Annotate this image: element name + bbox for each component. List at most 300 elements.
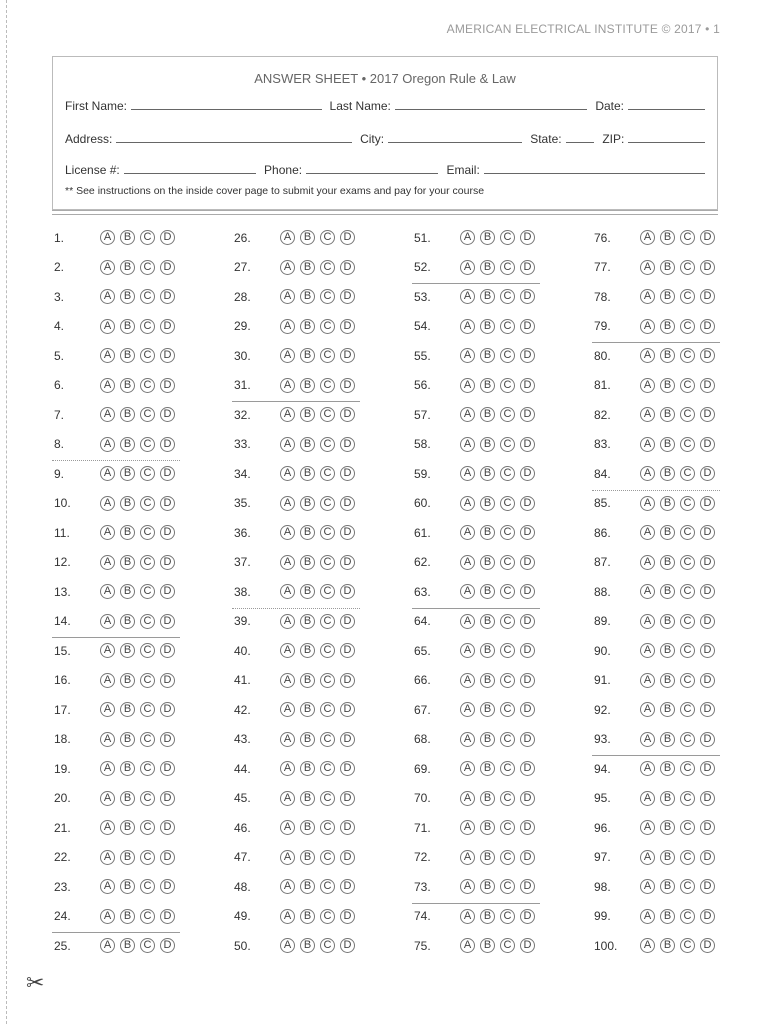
answer-bubble-a[interactable]: A xyxy=(640,938,655,953)
answer-bubble-a[interactable]: A xyxy=(460,614,475,629)
answer-bubble-a[interactable]: A xyxy=(460,407,475,422)
answer-bubble-c[interactable]: C xyxy=(680,938,695,953)
answer-bubble-c[interactable]: C xyxy=(320,643,335,658)
answer-bubble-d[interactable]: D xyxy=(520,466,535,481)
answer-bubble-b[interactable]: B xyxy=(120,378,135,393)
answer-bubble-a[interactable]: A xyxy=(640,260,655,275)
answer-bubble-c[interactable]: C xyxy=(140,879,155,894)
answer-bubble-c[interactable]: C xyxy=(680,348,695,363)
answer-bubble-b[interactable]: B xyxy=(660,348,675,363)
answer-bubble-c[interactable]: C xyxy=(680,466,695,481)
answer-bubble-d[interactable]: D xyxy=(160,909,175,924)
answer-bubble-c[interactable]: C xyxy=(500,289,515,304)
answer-bubble-a[interactable]: A xyxy=(100,643,115,658)
answer-bubble-b[interactable]: B xyxy=(300,348,315,363)
answer-bubble-d[interactable]: D xyxy=(700,909,715,924)
answer-bubble-a[interactable]: A xyxy=(100,614,115,629)
answer-bubble-d[interactable]: D xyxy=(340,496,355,511)
answer-bubble-d[interactable]: D xyxy=(520,496,535,511)
answer-bubble-b[interactable]: B xyxy=(480,348,495,363)
answer-bubble-a[interactable]: A xyxy=(280,879,295,894)
answer-bubble-a[interactable]: A xyxy=(280,466,295,481)
answer-bubble-b[interactable]: B xyxy=(480,407,495,422)
answer-bubble-c[interactable]: C xyxy=(140,732,155,747)
answer-bubble-d[interactable]: D xyxy=(700,437,715,452)
answer-bubble-a[interactable]: A xyxy=(460,643,475,658)
answer-bubble-c[interactable]: C xyxy=(140,584,155,599)
answer-bubble-a[interactable]: A xyxy=(100,702,115,717)
answer-bubble-d[interactable]: D xyxy=(340,260,355,275)
answer-bubble-a[interactable]: A xyxy=(460,702,475,717)
date-field[interactable] xyxy=(628,108,705,110)
answer-bubble-a[interactable]: A xyxy=(280,230,295,245)
answer-bubble-c[interactable]: C xyxy=(500,260,515,275)
answer-bubble-d[interactable]: D xyxy=(520,407,535,422)
answer-bubble-a[interactable]: A xyxy=(640,820,655,835)
answer-bubble-a[interactable]: A xyxy=(280,938,295,953)
answer-bubble-d[interactable]: D xyxy=(520,673,535,688)
answer-bubble-c[interactable]: C xyxy=(680,407,695,422)
answer-bubble-a[interactable]: A xyxy=(460,879,475,894)
answer-bubble-a[interactable]: A xyxy=(640,909,655,924)
answer-bubble-b[interactable]: B xyxy=(120,584,135,599)
answer-bubble-d[interactable]: D xyxy=(520,348,535,363)
answer-bubble-a[interactable]: A xyxy=(100,761,115,776)
answer-bubble-c[interactable]: C xyxy=(320,466,335,481)
answer-bubble-b[interactable]: B xyxy=(120,673,135,688)
answer-bubble-a[interactable]: A xyxy=(280,555,295,570)
answer-bubble-c[interactable]: C xyxy=(320,230,335,245)
answer-bubble-a[interactable]: A xyxy=(640,614,655,629)
answer-bubble-c[interactable]: C xyxy=(500,319,515,334)
answer-bubble-b[interactable]: B xyxy=(300,319,315,334)
answer-bubble-d[interactable]: D xyxy=(700,761,715,776)
answer-bubble-a[interactable]: A xyxy=(100,378,115,393)
answer-bubble-a[interactable]: A xyxy=(640,230,655,245)
answer-bubble-d[interactable]: D xyxy=(520,230,535,245)
answer-bubble-a[interactable]: A xyxy=(280,260,295,275)
answer-bubble-d[interactable]: D xyxy=(520,938,535,953)
answer-bubble-d[interactable]: D xyxy=(340,614,355,629)
answer-bubble-c[interactable]: C xyxy=(500,407,515,422)
answer-bubble-d[interactable]: D xyxy=(160,525,175,540)
answer-bubble-a[interactable]: A xyxy=(280,761,295,776)
answer-bubble-b[interactable]: B xyxy=(660,289,675,304)
answer-bubble-b[interactable]: B xyxy=(300,437,315,452)
answer-bubble-d[interactable]: D xyxy=(520,289,535,304)
answer-bubble-d[interactable]: D xyxy=(520,761,535,776)
answer-bubble-a[interactable]: A xyxy=(100,230,115,245)
answer-bubble-a[interactable]: A xyxy=(280,496,295,511)
answer-bubble-a[interactable]: A xyxy=(280,584,295,599)
answer-bubble-d[interactable]: D xyxy=(520,909,535,924)
state-field[interactable] xyxy=(566,141,595,143)
answer-bubble-b[interactable]: B xyxy=(120,643,135,658)
answer-bubble-b[interactable]: B xyxy=(120,407,135,422)
answer-bubble-a[interactable]: A xyxy=(280,319,295,334)
answer-bubble-d[interactable]: D xyxy=(520,437,535,452)
answer-bubble-d[interactable]: D xyxy=(160,289,175,304)
answer-bubble-a[interactable]: A xyxy=(640,555,655,570)
answer-bubble-c[interactable]: C xyxy=(140,260,155,275)
answer-bubble-b[interactable]: B xyxy=(120,761,135,776)
answer-bubble-c[interactable]: C xyxy=(320,791,335,806)
answer-bubble-b[interactable]: B xyxy=(660,525,675,540)
answer-bubble-b[interactable]: B xyxy=(660,555,675,570)
answer-bubble-c[interactable]: C xyxy=(320,496,335,511)
answer-bubble-d[interactable]: D xyxy=(700,614,715,629)
answer-bubble-a[interactable]: A xyxy=(100,584,115,599)
answer-bubble-c[interactable]: C xyxy=(320,584,335,599)
answer-bubble-a[interactable]: A xyxy=(460,938,475,953)
answer-bubble-a[interactable]: A xyxy=(640,348,655,363)
answer-bubble-d[interactable]: D xyxy=(160,702,175,717)
answer-bubble-d[interactable]: D xyxy=(340,230,355,245)
answer-bubble-d[interactable]: D xyxy=(340,466,355,481)
answer-bubble-a[interactable]: A xyxy=(460,289,475,304)
answer-bubble-b[interactable]: B xyxy=(300,938,315,953)
answer-bubble-b[interactable]: B xyxy=(660,850,675,865)
answer-bubble-b[interactable]: B xyxy=(120,230,135,245)
answer-bubble-b[interactable]: B xyxy=(480,466,495,481)
answer-bubble-d[interactable]: D xyxy=(160,230,175,245)
answer-bubble-c[interactable]: C xyxy=(320,702,335,717)
answer-bubble-b[interactable]: B xyxy=(120,466,135,481)
answer-bubble-c[interactable]: C xyxy=(680,820,695,835)
answer-bubble-c[interactable]: C xyxy=(140,673,155,688)
answer-bubble-d[interactable]: D xyxy=(340,879,355,894)
answer-bubble-b[interactable]: B xyxy=(660,732,675,747)
answer-bubble-c[interactable]: C xyxy=(680,673,695,688)
answer-bubble-b[interactable]: B xyxy=(300,909,315,924)
answer-bubble-d[interactable]: D xyxy=(340,584,355,599)
answer-bubble-d[interactable]: D xyxy=(520,319,535,334)
answer-bubble-d[interactable]: D xyxy=(340,820,355,835)
answer-bubble-b[interactable]: B xyxy=(660,407,675,422)
answer-bubble-a[interactable]: A xyxy=(280,732,295,747)
answer-bubble-c[interactable]: C xyxy=(500,525,515,540)
answer-bubble-c[interactable]: C xyxy=(140,378,155,393)
answer-bubble-b[interactable]: B xyxy=(480,643,495,658)
answer-bubble-b[interactable]: B xyxy=(480,820,495,835)
answer-bubble-a[interactable]: A xyxy=(100,673,115,688)
answer-bubble-c[interactable]: C xyxy=(680,909,695,924)
answer-bubble-a[interactable]: A xyxy=(640,761,655,776)
answer-bubble-a[interactable]: A xyxy=(280,909,295,924)
answer-bubble-b[interactable]: B xyxy=(480,761,495,776)
answer-bubble-b[interactable]: B xyxy=(480,584,495,599)
answer-bubble-d[interactable]: D xyxy=(160,879,175,894)
answer-bubble-a[interactable]: A xyxy=(640,466,655,481)
answer-bubble-d[interactable]: D xyxy=(340,555,355,570)
answer-bubble-c[interactable]: C xyxy=(680,289,695,304)
answer-bubble-c[interactable]: C xyxy=(140,466,155,481)
phone-field[interactable] xyxy=(306,172,438,174)
answer-bubble-a[interactable]: A xyxy=(280,850,295,865)
answer-bubble-b[interactable]: B xyxy=(660,496,675,511)
answer-bubble-a[interactable]: A xyxy=(280,407,295,422)
answer-bubble-d[interactable]: D xyxy=(700,791,715,806)
answer-bubble-a[interactable]: A xyxy=(100,407,115,422)
answer-bubble-b[interactable]: B xyxy=(480,230,495,245)
answer-bubble-d[interactable]: D xyxy=(340,378,355,393)
answer-bubble-c[interactable]: C xyxy=(320,614,335,629)
answer-bubble-c[interactable]: C xyxy=(500,348,515,363)
answer-bubble-d[interactable]: D xyxy=(340,289,355,304)
answer-bubble-b[interactable]: B xyxy=(660,791,675,806)
answer-bubble-d[interactable]: D xyxy=(520,791,535,806)
answer-bubble-c[interactable]: C xyxy=(500,732,515,747)
answer-bubble-b[interactable]: B xyxy=(660,466,675,481)
answer-bubble-a[interactable]: A xyxy=(280,348,295,363)
answer-bubble-b[interactable]: B xyxy=(480,791,495,806)
answer-bubble-d[interactable]: D xyxy=(700,850,715,865)
answer-bubble-b[interactable]: B xyxy=(480,938,495,953)
answer-bubble-d[interactable]: D xyxy=(160,348,175,363)
answer-bubble-b[interactable]: B xyxy=(480,909,495,924)
answer-bubble-c[interactable]: C xyxy=(320,525,335,540)
answer-bubble-a[interactable]: A xyxy=(640,584,655,599)
answer-bubble-d[interactable]: D xyxy=(520,643,535,658)
answer-bubble-a[interactable]: A xyxy=(280,289,295,304)
answer-bubble-c[interactable]: C xyxy=(680,732,695,747)
answer-bubble-b[interactable]: B xyxy=(120,909,135,924)
answer-bubble-c[interactable]: C xyxy=(500,378,515,393)
answer-bubble-c[interactable]: C xyxy=(140,820,155,835)
answer-bubble-c[interactable]: C xyxy=(140,643,155,658)
answer-bubble-b[interactable]: B xyxy=(300,378,315,393)
answer-bubble-b[interactable]: B xyxy=(480,525,495,540)
answer-bubble-a[interactable]: A xyxy=(280,643,295,658)
answer-bubble-c[interactable]: C xyxy=(320,348,335,363)
answer-bubble-b[interactable]: B xyxy=(300,761,315,776)
answer-bubble-d[interactable]: D xyxy=(340,909,355,924)
answer-bubble-c[interactable]: C xyxy=(140,289,155,304)
answer-bubble-c[interactable]: C xyxy=(320,879,335,894)
answer-bubble-c[interactable]: C xyxy=(680,378,695,393)
answer-bubble-a[interactable]: A xyxy=(460,525,475,540)
answer-bubble-d[interactable]: D xyxy=(340,673,355,688)
answer-bubble-c[interactable]: C xyxy=(320,437,335,452)
zip-field[interactable] xyxy=(628,141,705,143)
answer-bubble-a[interactable]: A xyxy=(460,850,475,865)
answer-bubble-a[interactable]: A xyxy=(100,437,115,452)
answer-bubble-c[interactable]: C xyxy=(140,525,155,540)
answer-bubble-a[interactable]: A xyxy=(640,702,655,717)
answer-bubble-b[interactable]: B xyxy=(300,879,315,894)
answer-bubble-d[interactable]: D xyxy=(340,407,355,422)
answer-bubble-a[interactable]: A xyxy=(460,319,475,334)
answer-bubble-d[interactable]: D xyxy=(160,850,175,865)
answer-bubble-c[interactable]: C xyxy=(140,348,155,363)
answer-bubble-b[interactable]: B xyxy=(660,820,675,835)
answer-bubble-c[interactable]: C xyxy=(500,643,515,658)
answer-bubble-d[interactable]: D xyxy=(700,732,715,747)
answer-bubble-c[interactable]: C xyxy=(680,555,695,570)
answer-bubble-c[interactable]: C xyxy=(680,230,695,245)
answer-bubble-c[interactable]: C xyxy=(140,437,155,452)
answer-bubble-d[interactable]: D xyxy=(160,437,175,452)
answer-bubble-c[interactable]: C xyxy=(680,791,695,806)
answer-bubble-c[interactable]: C xyxy=(320,555,335,570)
answer-bubble-b[interactable]: B xyxy=(120,702,135,717)
answer-bubble-a[interactable]: A xyxy=(280,791,295,806)
answer-bubble-c[interactable]: C xyxy=(500,879,515,894)
answer-bubble-a[interactable]: A xyxy=(460,348,475,363)
answer-bubble-c[interactable]: C xyxy=(500,496,515,511)
answer-bubble-d[interactable]: D xyxy=(160,378,175,393)
answer-bubble-b[interactable]: B xyxy=(120,437,135,452)
answer-bubble-b[interactable]: B xyxy=(300,614,315,629)
answer-bubble-d[interactable]: D xyxy=(160,820,175,835)
answer-bubble-a[interactable]: A xyxy=(460,820,475,835)
answer-bubble-a[interactable]: A xyxy=(100,260,115,275)
answer-bubble-d[interactable]: D xyxy=(520,879,535,894)
answer-bubble-d[interactable]: D xyxy=(700,378,715,393)
answer-bubble-d[interactable]: D xyxy=(700,407,715,422)
answer-bubble-a[interactable]: A xyxy=(460,791,475,806)
answer-bubble-c[interactable]: C xyxy=(140,702,155,717)
answer-bubble-a[interactable]: A xyxy=(460,732,475,747)
answer-bubble-a[interactable]: A xyxy=(460,909,475,924)
answer-bubble-a[interactable]: A xyxy=(640,732,655,747)
answer-bubble-a[interactable]: A xyxy=(280,437,295,452)
answer-bubble-a[interactable]: A xyxy=(100,820,115,835)
answer-bubble-d[interactable]: D xyxy=(700,466,715,481)
answer-bubble-a[interactable]: A xyxy=(640,879,655,894)
answer-bubble-d[interactable]: D xyxy=(520,820,535,835)
answer-bubble-c[interactable]: C xyxy=(680,614,695,629)
answer-bubble-d[interactable]: D xyxy=(700,584,715,599)
answer-bubble-c[interactable]: C xyxy=(500,230,515,245)
answer-bubble-a[interactable]: A xyxy=(100,879,115,894)
answer-bubble-d[interactable]: D xyxy=(700,820,715,835)
answer-bubble-c[interactable]: C xyxy=(500,466,515,481)
answer-bubble-a[interactable]: A xyxy=(100,348,115,363)
answer-bubble-b[interactable]: B xyxy=(300,230,315,245)
answer-bubble-a[interactable]: A xyxy=(100,319,115,334)
answer-bubble-d[interactable]: D xyxy=(160,466,175,481)
city-field[interactable] xyxy=(388,141,522,143)
answer-bubble-c[interactable]: C xyxy=(680,437,695,452)
answer-bubble-c[interactable]: C xyxy=(680,702,695,717)
answer-bubble-b[interactable]: B xyxy=(660,938,675,953)
answer-bubble-c[interactable]: C xyxy=(140,230,155,245)
answer-bubble-a[interactable]: A xyxy=(460,761,475,776)
answer-bubble-d[interactable]: D xyxy=(700,348,715,363)
answer-bubble-b[interactable]: B xyxy=(660,584,675,599)
answer-bubble-b[interactable]: B xyxy=(480,319,495,334)
answer-bubble-c[interactable]: C xyxy=(320,260,335,275)
answer-bubble-d[interactable]: D xyxy=(700,230,715,245)
answer-bubble-c[interactable]: C xyxy=(320,850,335,865)
last-name-field[interactable] xyxy=(395,108,587,110)
answer-bubble-c[interactable]: C xyxy=(320,407,335,422)
answer-bubble-a[interactable]: A xyxy=(100,909,115,924)
answer-bubble-b[interactable]: B xyxy=(300,850,315,865)
answer-bubble-c[interactable]: C xyxy=(320,673,335,688)
answer-bubble-d[interactable]: D xyxy=(340,732,355,747)
answer-bubble-d[interactable]: D xyxy=(160,761,175,776)
answer-bubble-d[interactable]: D xyxy=(340,702,355,717)
answer-bubble-a[interactable]: A xyxy=(100,555,115,570)
answer-bubble-a[interactable]: A xyxy=(460,378,475,393)
answer-bubble-c[interactable]: C xyxy=(500,555,515,570)
answer-bubble-b[interactable]: B xyxy=(120,348,135,363)
answer-bubble-b[interactable]: B xyxy=(120,732,135,747)
answer-bubble-b[interactable]: B xyxy=(300,732,315,747)
answer-bubble-c[interactable]: C xyxy=(140,909,155,924)
answer-bubble-a[interactable]: A xyxy=(640,289,655,304)
answer-bubble-c[interactable]: C xyxy=(140,791,155,806)
answer-bubble-c[interactable]: C xyxy=(680,496,695,511)
answer-bubble-a[interactable]: A xyxy=(640,673,655,688)
answer-bubble-c[interactable]: C xyxy=(320,319,335,334)
answer-bubble-b[interactable]: B xyxy=(300,466,315,481)
answer-bubble-b[interactable]: B xyxy=(300,702,315,717)
answer-bubble-d[interactable]: D xyxy=(520,614,535,629)
answer-bubble-c[interactable]: C xyxy=(680,260,695,275)
answer-bubble-c[interactable]: C xyxy=(680,850,695,865)
answer-bubble-b[interactable]: B xyxy=(660,702,675,717)
answer-bubble-b[interactable]: B xyxy=(300,820,315,835)
answer-bubble-a[interactable]: A xyxy=(640,525,655,540)
answer-bubble-c[interactable]: C xyxy=(680,525,695,540)
answer-bubble-a[interactable]: A xyxy=(100,850,115,865)
answer-bubble-d[interactable]: D xyxy=(520,702,535,717)
answer-bubble-a[interactable]: A xyxy=(100,938,115,953)
answer-bubble-d[interactable]: D xyxy=(340,850,355,865)
answer-bubble-d[interactable]: D xyxy=(700,673,715,688)
answer-bubble-d[interactable]: D xyxy=(520,850,535,865)
answer-bubble-c[interactable]: C xyxy=(320,820,335,835)
answer-bubble-a[interactable]: A xyxy=(280,525,295,540)
address-field[interactable] xyxy=(116,141,352,143)
answer-bubble-b[interactable]: B xyxy=(300,643,315,658)
answer-bubble-b[interactable]: B xyxy=(300,289,315,304)
answer-bubble-b[interactable]: B xyxy=(480,555,495,570)
answer-bubble-a[interactable]: A xyxy=(460,673,475,688)
first-name-field[interactable] xyxy=(131,108,322,110)
answer-bubble-b[interactable]: B xyxy=(480,879,495,894)
answer-bubble-b[interactable]: B xyxy=(300,673,315,688)
answer-bubble-c[interactable]: C xyxy=(500,702,515,717)
answer-bubble-c[interactable]: C xyxy=(500,938,515,953)
answer-bubble-b[interactable]: B xyxy=(480,289,495,304)
answer-bubble-d[interactable]: D xyxy=(700,260,715,275)
answer-bubble-a[interactable]: A xyxy=(280,702,295,717)
answer-bubble-b[interactable]: B xyxy=(300,260,315,275)
answer-bubble-b[interactable]: B xyxy=(300,525,315,540)
answer-bubble-d[interactable]: D xyxy=(700,643,715,658)
answer-bubble-c[interactable]: C xyxy=(320,761,335,776)
answer-bubble-b[interactable]: B xyxy=(300,407,315,422)
answer-bubble-d[interactable]: D xyxy=(160,938,175,953)
answer-bubble-a[interactable]: A xyxy=(640,496,655,511)
answer-bubble-c[interactable]: C xyxy=(500,820,515,835)
answer-bubble-d[interactable]: D xyxy=(700,525,715,540)
answer-bubble-d[interactable]: D xyxy=(160,407,175,422)
answer-bubble-d[interactable]: D xyxy=(700,319,715,334)
email-field[interactable] xyxy=(484,172,705,174)
answer-bubble-b[interactable]: B xyxy=(660,909,675,924)
answer-bubble-b[interactable]: B xyxy=(480,673,495,688)
answer-bubble-c[interactable]: C xyxy=(140,496,155,511)
answer-bubble-d[interactable]: D xyxy=(160,732,175,747)
answer-bubble-d[interactable]: D xyxy=(520,260,535,275)
answer-bubble-a[interactable]: A xyxy=(460,555,475,570)
answer-bubble-b[interactable]: B xyxy=(480,702,495,717)
